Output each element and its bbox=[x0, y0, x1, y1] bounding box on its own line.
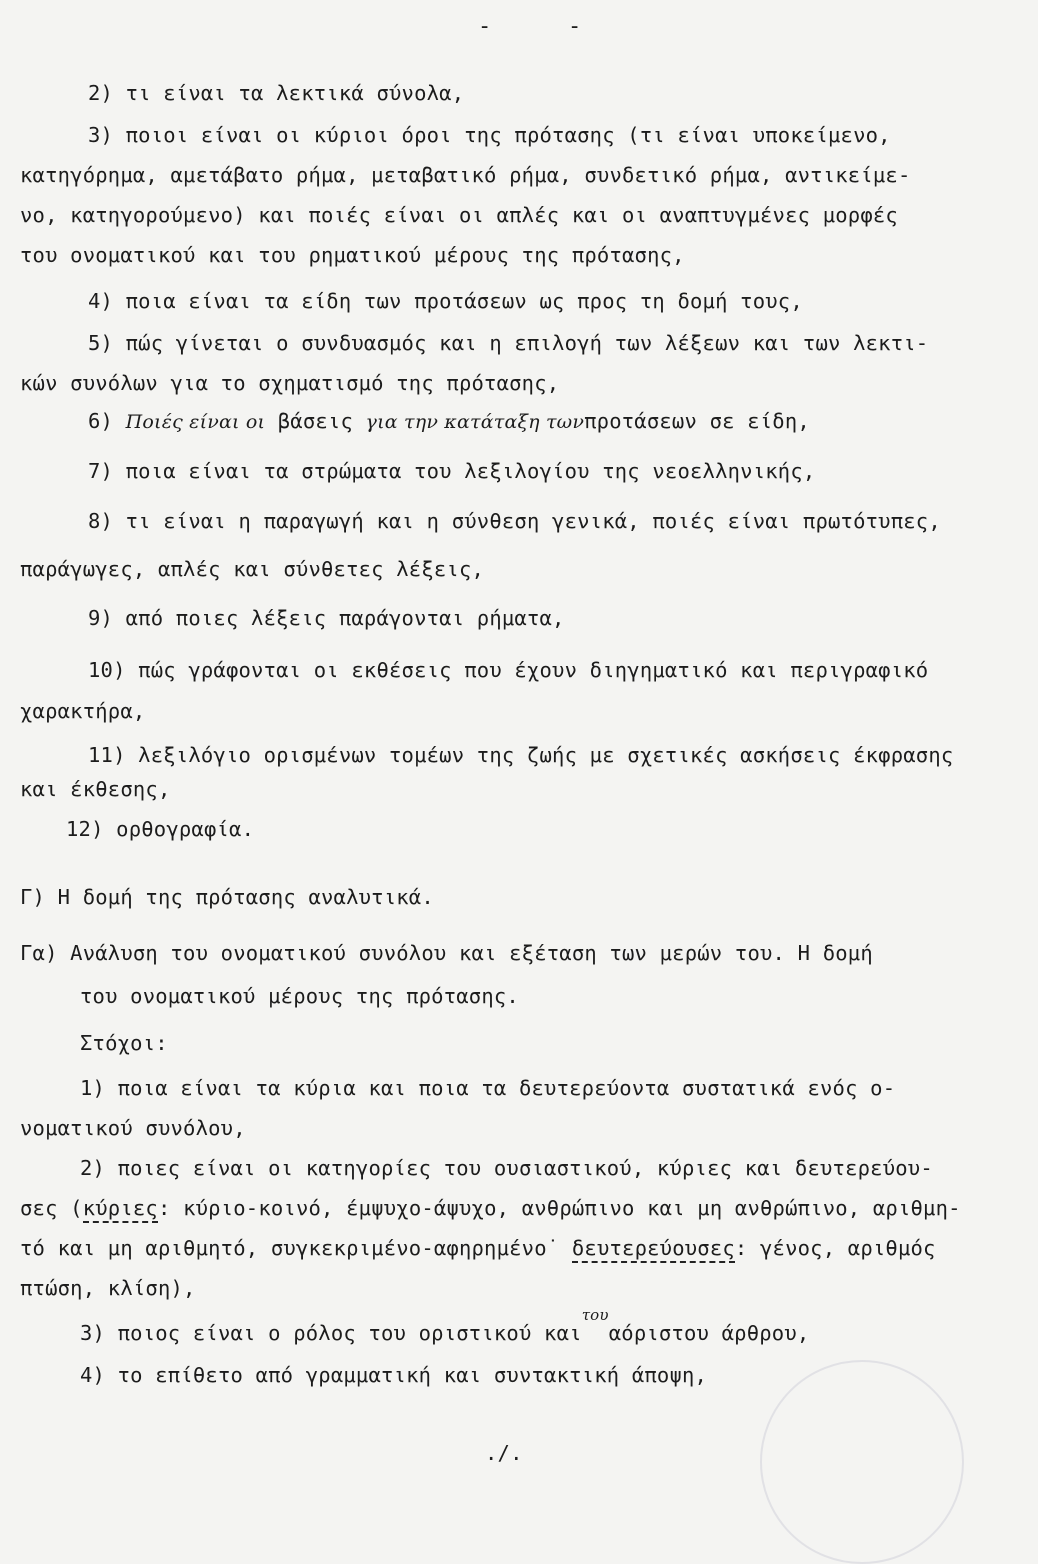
text-line: 10) πώς γράφονται οι εκθέσεις που έχουν διηγηματικό και περιγραφικό bbox=[88, 658, 929, 682]
text-line: πτώση, κλίση), bbox=[20, 1276, 196, 1300]
text-line-with-underline bbox=[20, 1195, 961, 1221]
faded-stamp bbox=[760, 1360, 964, 1564]
typed-text: σε είδη, bbox=[709, 409, 810, 433]
item-number: 6) bbox=[88, 409, 114, 433]
text-line: 3) ποιοι είναι οι κύριοι όροι της πρότασης (τι είναι υποκείμενο, bbox=[88, 123, 891, 147]
text-line: χαρακτήρα, bbox=[20, 699, 146, 723]
text-line: νο, κατηγορούμενο) και ποιές είναι οι απλές και οι αναπτυγμένες μορφές bbox=[20, 203, 898, 227]
text-line: κατηγόρημα, αμετάβατο ρήμα, μεταβατικό ρήμα, συνδετικό ρήμα, αντικείμε- bbox=[20, 163, 911, 187]
text-line: κών συνόλων για το σχηματισμό της πρότασης, bbox=[20, 371, 560, 395]
handwritten-insert: του bbox=[581, 1306, 609, 1324]
handwritten-insert: Ποιές είναι οι bbox=[125, 411, 266, 433]
typed-text: προτάσεων bbox=[584, 409, 698, 433]
page-continuation-mark: ./. bbox=[485, 1441, 523, 1465]
underlined-term: κύριες bbox=[83, 1196, 158, 1223]
section-heading: Γ) Η δομή της πρότασης αναλυτικά. bbox=[20, 885, 434, 909]
header-dash-right: - bbox=[568, 14, 582, 39]
text-line: 2) τι είναι τα λεκτικά σύνολα, bbox=[88, 81, 465, 105]
typed-text: τό και μη αριθμητό, συγκεκριμένο-αφηρημένο˙ bbox=[20, 1236, 572, 1260]
underlined-term: δευτερεύουσες bbox=[572, 1236, 735, 1263]
text-line: 4) ποια είναι τα είδη των προτάσεων ως προς τη δομή τους, bbox=[88, 289, 803, 313]
text-line: 9) από ποιες λέξεις παράγονται ρήματα, bbox=[88, 606, 565, 630]
header-dash-left: - bbox=[478, 14, 492, 39]
typed-text: σες ( bbox=[20, 1196, 83, 1220]
typed-text: βάσεις bbox=[277, 409, 353, 433]
text-line: 4) το επίθετο από γραμματική και συντακτική άποψη, bbox=[80, 1363, 708, 1387]
text-line: 1) ποια είναι τα κύρια και ποια τα δευτερεύοντα συστατικά ενός ο- bbox=[80, 1076, 896, 1100]
text-line: 8) τι είναι η παραγωγή και η σύνθεση γενικά, ποιές είναι πρωτότυπες, bbox=[88, 509, 941, 533]
text-line: 12) ορθογραφία. bbox=[66, 817, 255, 841]
text-line: νοματικού συνόλου, bbox=[20, 1116, 246, 1140]
text-line-with-handwriting bbox=[80, 1306, 810, 1348]
text-line: του ονοματικού και του ρηματικού μέρους της πρότασης, bbox=[20, 243, 685, 267]
text-line: του ονοματικού μέρους της πρότασης. bbox=[80, 984, 519, 1008]
goals-label: Στόχοι: bbox=[80, 1031, 168, 1055]
text-line: 7) ποια είναι τα στρώματα του λεξιλογίου της νεοελληνικής, bbox=[88, 459, 816, 483]
subsection-heading: Γα) Ανάλυση του ονοματικού συνόλου και εξέταση των μερών του. Η δομή bbox=[20, 941, 873, 965]
typed-text: : κύριο-κοινό, έμψυχο-άψυχο, ανθρώπινο και μη ανθρώπινο, αριθμη- bbox=[157, 1196, 961, 1220]
text-line: 2) ποιες είναι οι κατηγορίες του ουσιαστικού, κύριες και δευτερεύου- bbox=[80, 1156, 933, 1180]
text-line: παράγωγες, απλές και σύνθετες λέξεις, bbox=[20, 557, 485, 581]
text-line-with-underline bbox=[20, 1235, 936, 1261]
typed-text: : γένος, αριθμός bbox=[734, 1236, 936, 1260]
typed-text: αόριστου άρθρου, bbox=[608, 1321, 810, 1345]
text-line: 5) πώς γίνεται ο συνδυασμός και η επιλογή των λέξεων και των λεκτι- bbox=[88, 331, 929, 355]
text-line: 11) λεξιλόγιο ορισμένων τομέων της ζωής με σχετικές ασκήσεις έκφρασης bbox=[88, 743, 954, 767]
handwritten-insert: για την κατάταξη των bbox=[365, 411, 585, 433]
typed-text: 3) ποιος είναι ο ρόλος του οριστικού και bbox=[80, 1321, 582, 1345]
text-line: και έκθεσης, bbox=[20, 777, 171, 801]
text-line-with-handwriting bbox=[88, 408, 810, 435]
